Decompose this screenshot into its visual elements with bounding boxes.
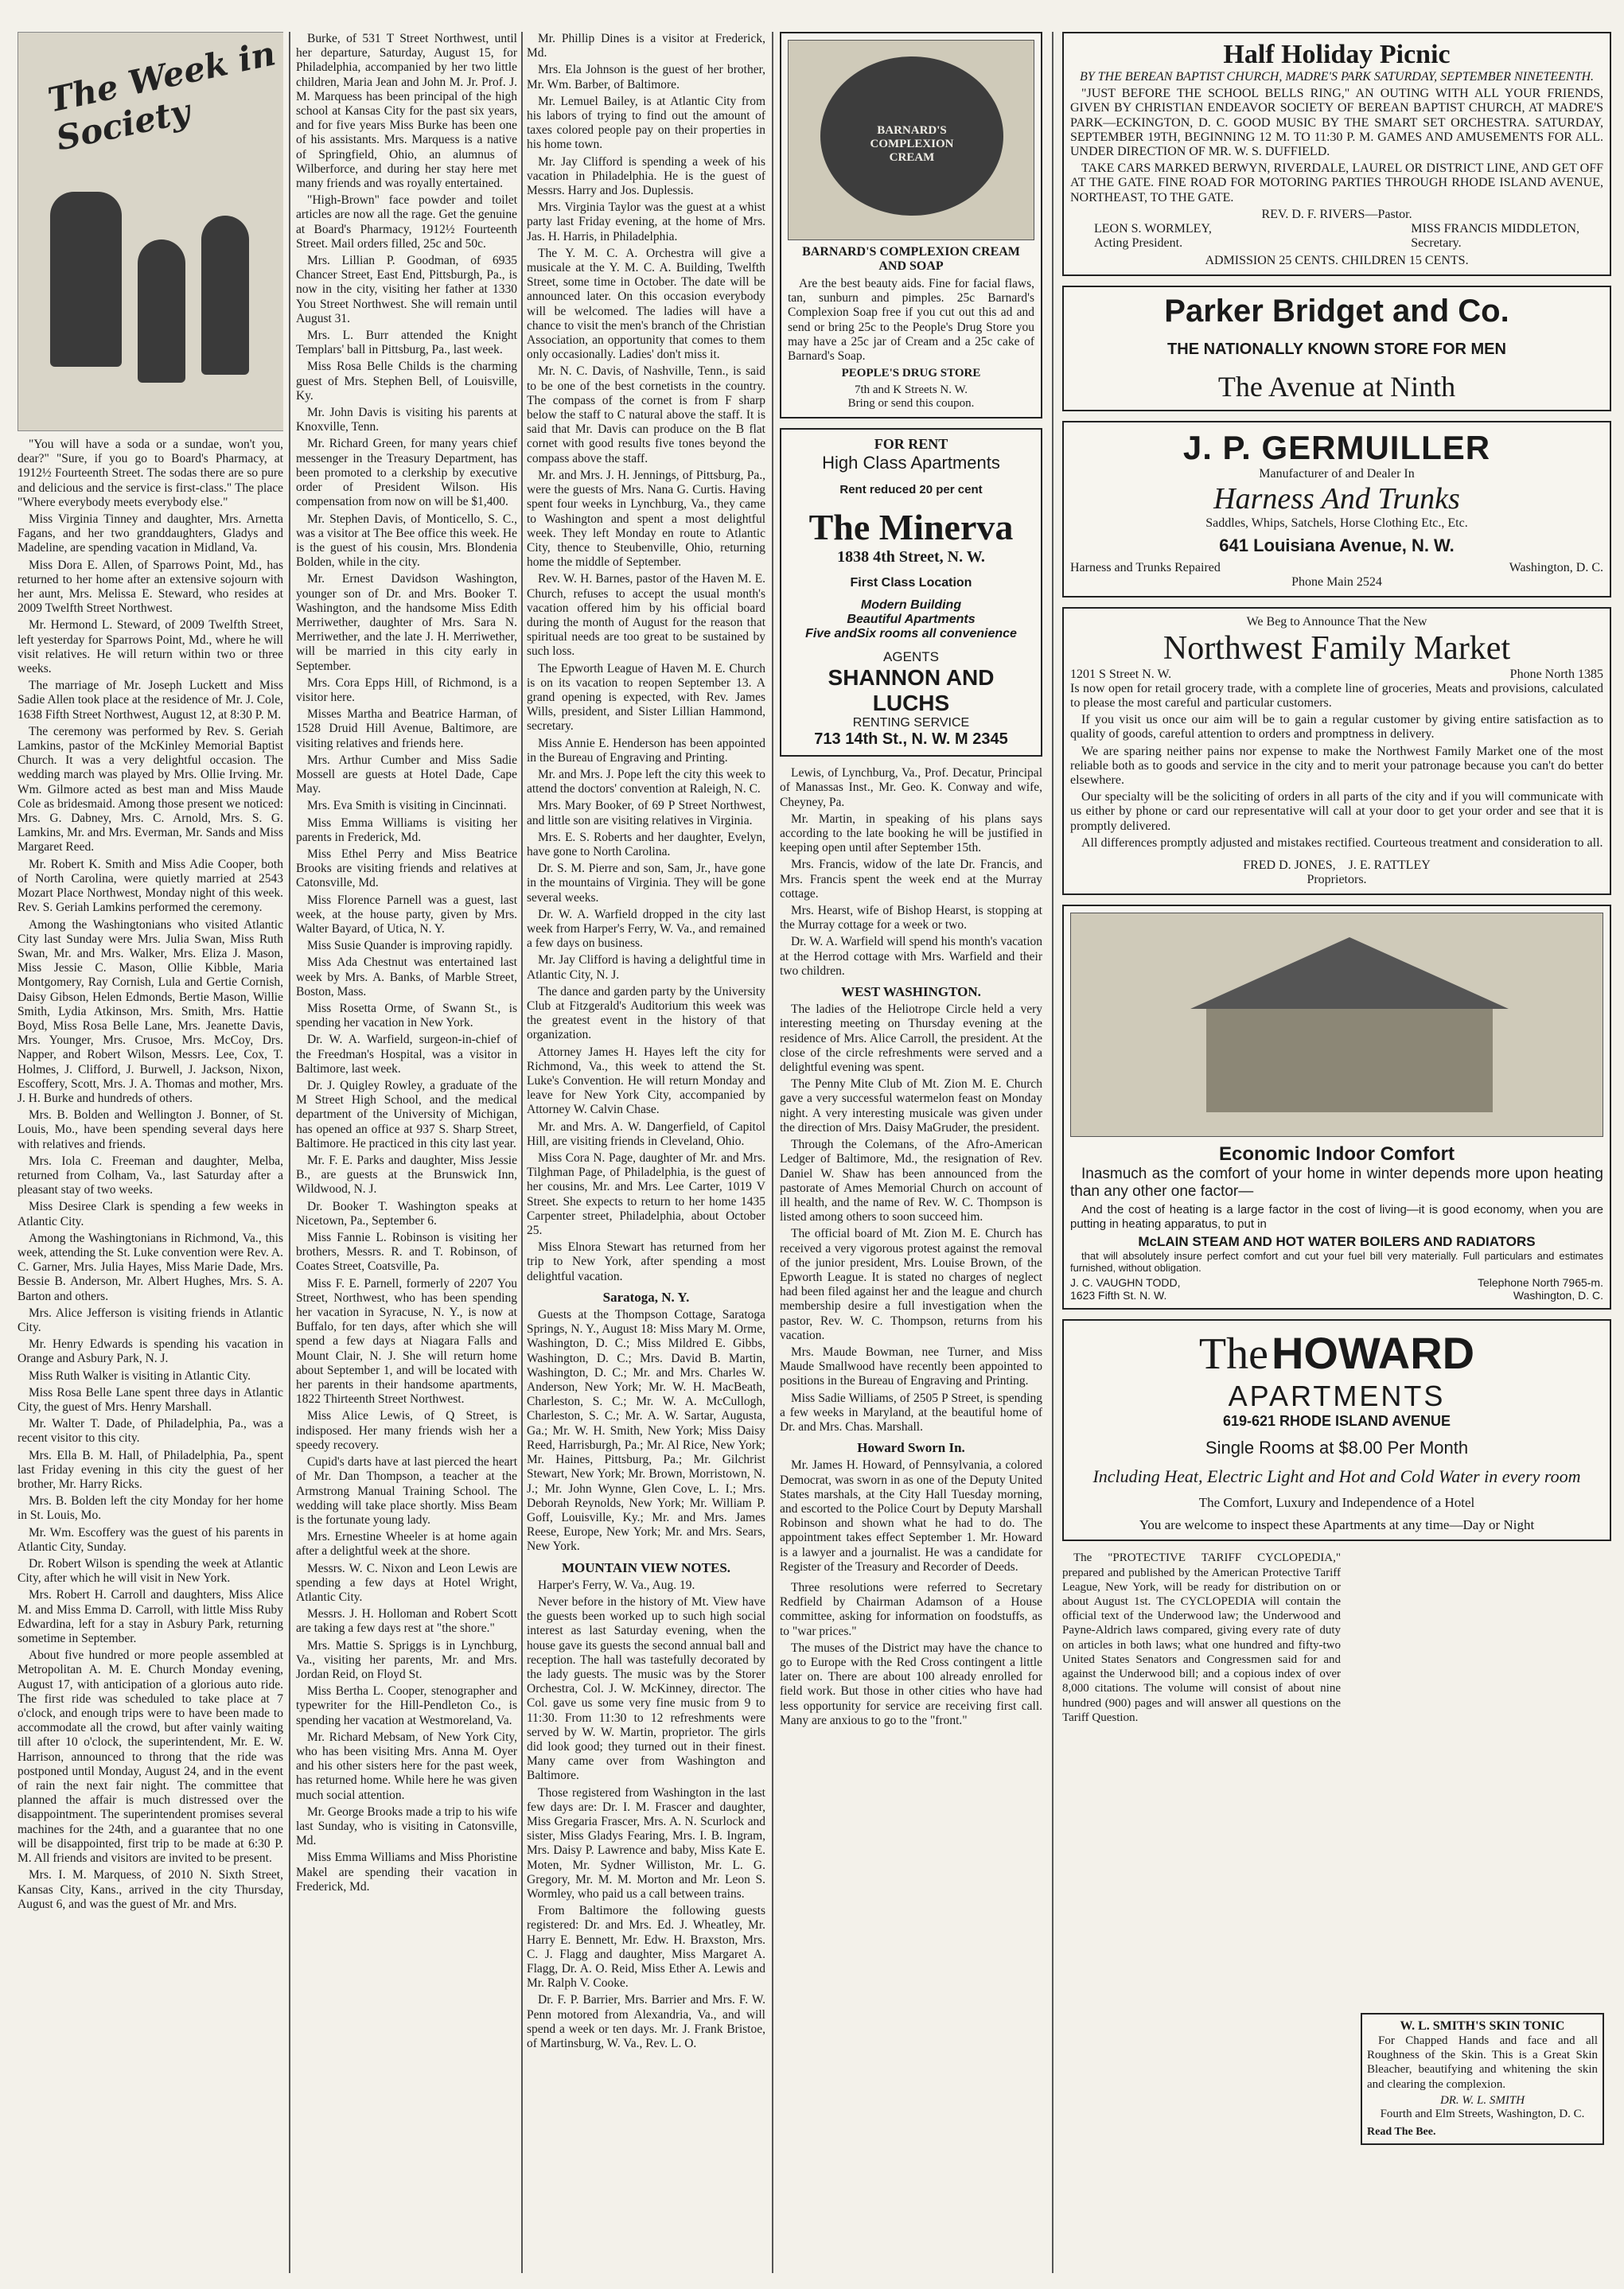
news-paragraph: Dr. W. A. Warfield, surgeon-in-chief of the Freedman's Hospital, was a visitor in Baltimore, last week.: [296, 1033, 517, 1076]
news-paragraph: Miss Ruth Walker is visiting in Atlantic City.: [29, 1368, 251, 1383]
news-paragraph: Miss Ada Chestnut was entertained last week by Mrs. A. Banks, of Marble Street, Boston, Mass.: [296, 956, 517, 999]
news-paragraph: Miss Fannie L. Robinson is visiting her brothers, Messrs. R. and T. Robinson, of Coates Street, Coatsville, Pa.: [296, 1231, 517, 1274]
parker-tagline: THE NATIONALLY KNOWN STORE FOR MEN: [1167, 340, 1506, 358]
howard-including: Including Heat, Electric Light and Hot and Cold Water in every room: [1092, 1466, 1581, 1487]
society-column-text: [296, 32, 517, 1894]
news-paragraph: Mrs. L. Burr attended the Knight Templars' ball in Pittsburg, Pa., last week.: [296, 329, 517, 357]
heating-fine-print: that will absolutely insure perfect comfort and cut your fuel bill very materially. Full particulars and estimates furnished, without obligation.: [1070, 1250, 1603, 1275]
cream-jar-illustration: [788, 40, 1034, 240]
minerva-apartments-ad: [780, 428, 1042, 757]
news-paragraph: The Y. M. C. A. Orchestra will give a musicale at the Y. M. C. A. Building, Twelfth Street, some time in October. The date will be announced later. On this occasion everybody will be welcomed. The ladies will have a chance to visit the men's branch of the Christian Association, an opportunity that comes to them only occasionally. Ladies' don't miss it.: [527, 246, 765, 362]
market-address: 1201 S Street N. W.: [1070, 667, 1172, 681]
tonic-address: Fourth and Elm Streets, Washington, D. C.: [1380, 2107, 1585, 2120]
market-proprietors: [1070, 858, 1603, 873]
column-4: [780, 32, 1042, 2273]
news-paragraph: Miss Bertha L. Cooper, stenographer and typewriter for the Hill-Pendleton Co., is spending her vacation at Westmoreland, Va.: [296, 1684, 517, 1727]
barnards-cream-ad: [780, 32, 1042, 418]
news-paragraph: Mr. Jay Clifford is having a delightful time in Atlantic City, N. J.: [527, 953, 765, 982]
society-masthead-title: The Week in Society: [45, 33, 279, 158]
news-paragraph: Mr. Richard Mebsam, of New York City, who has been visiting Mrs. Anna M. Oyer and his other sisters here for the past week, has returned home. While here he was given much social attention.: [296, 1730, 517, 1802]
society-masthead-illustration: [18, 32, 283, 431]
news-paragraph: Mrs. Iola C. Freeman and daughter, Melba, returned from Colham, Va., last Saturday after a pleasant stay of two weeks.: [18, 1154, 283, 1197]
figure-illustration: [50, 192, 122, 367]
news-paragraph: Dr. Robert Wilson is spending the week at Atlantic City, after which he will visit in New York.: [18, 1557, 283, 1586]
saratoga-text: Guests at the Thompson Cottage, Saratoga Springs, N. Y., August 18: Miss Mary M. Orme, Washington, D. C.; Miss Mildred E. Gibbs, Washington, D. C.; Mrs. David B. Martin, Washington, D. C.; Mr. and Mrs. Charles W. Anderson, New York; Mr. W. H. MacBeath, Charleston, S. C.; Mr. W. A. McCullogh, Charleston, S. C.; Mr. A. W. Sartar, Augusta, Ga.; Mr. W. H. Smith, New York; Miss Daisy Reed, Harrisburgh, Pa.; Mr. Al Rice, New York; Mr. Haines, Pittsburg, Pa.; Mr. Gilchrist Stewart, New York; Mr. Brown, Morristown, N. J.; Mr. John Wynne, Glen Cove, L. I.; Mrs. Deborah Reynolds, New York; Mr. William P. Goff, Louisville, Ky.; Mr. and Mrs. James Reese, Europe, New York; Mr. and Mrs. Sears, New York.: [527, 1308, 765, 1554]
picnic-body: "JUST BEFORE THE SCHOOL BELLS RING," AN OUTING WITH ALL YOUR FRIENDS, GIVEN BY CHRISTIAN ENDEAVOR SOCIETY OF BEREAN BAPTIST CHURCH, AT MADRE'S PARK—ECKINGTON, D. C. GOOD MUSIC BY THE SMART SET ORCHESTRA. SATURDAY, SEPTEMBER 19TH, BEGINNING 12 M. TO 11:30 P. M. GAMES AND AMUSEMENTS FOR ALL. UNDER DIRECTION OF MR. W. S. DUFFIELD.: [1070, 87, 1603, 159]
column-rule: [1052, 32, 1053, 2273]
howard-sworn-heading: Howard Sworn In.: [857, 1440, 965, 1456]
society-column-text: [18, 438, 283, 1912]
news-paragraph: Among the Washingtonians who visited Atlantic City last Sunday were Mrs. Julia Swan, Miss Ruth Swan, Mr. and Mrs. Walker, Mrs. Eliza J. Mason, Miss Jessie C. Mason, Ollie Kibble, Maria Montgomery, Ray Cornish, Lula and Gertie Cornish, Daisy Gibson, Helen Edmonds, Bertie Mason, Willie Smith, Lydia Atkinson, Mrs. Smith, Mrs. Hattie Boyd, Miss Rosa Belle Lane, Mrs. Jeanette Davis, Mrs. Younger, Mrs. Crusoe, Mrs. McCoy, Drs. Napper, and Robert Wilson, Messrs. Lee, Cox, T. Holmes, J. Clifford, J. Burwell, J. Jackson, Nixon, Escoffery, Scott, Mrs. J. A. Thomas and mother, Mrs. J. H. Burke and hundreds of others.: [18, 917, 283, 1105]
coupon-note: Bring or send this coupon.: [847, 397, 975, 411]
germuiller-ad: [1062, 421, 1611, 598]
news-paragraph: Mrs. Robert H. Carroll and daughters, Miss Alice M. and Miss Emma D. Carroll, with little Miss Ruby Edwardina, left for a stay in Asbury Park, returning sometime in September.: [18, 1588, 283, 1646]
news-paragraph: Through the Colemans, of the Afro-American Ledger of Baltimore, Md., the resignation of Rev. Daniel W. Shaw has been announced from the pastorate of Ames Memorial Church on account of ill health, and the name of Rev. W. C. Thompson is listed among others to soon succeed him.: [780, 1138, 1042, 1224]
picnic-subtitle: BY THE BEREAN BAPTIST CHURCH, MADRE'S PARK SATURDAY, SEPTEMBER NINETEENTH.: [1079, 70, 1595, 84]
news-paragraph: Mr. Robert K. Smith and Miss Adie Cooper, both of North Carolina, were quietly married at 2543 Mozart Place Northwest, Monday night of this week. Rev. S. Geriah Lamkins performed the ceremony.: [18, 857, 283, 915]
column-5-ads: [1062, 32, 1611, 2273]
market-p1: Is now open for retail grocery trade, with a complete line of groceries, Meats and provisions, calculated to please the most careful and particular customers.: [1070, 681, 1603, 710]
news-paragraph: Three resolutions were referred to Secretary Redfield by Chairman Adamson of a House committee, asking for information on foodstuffs, as to "war prices.": [780, 1580, 1042, 1638]
news-paragraph: The dance and garden party by the University Club at Fitzgerald's Auditorium this week was the greatest event in the history of that organization.: [527, 984, 765, 1042]
news-paragraph: Mrs. Ernestine Wheeler is at home again after a delightful week at the shore.: [296, 1530, 517, 1559]
column-rule: [521, 32, 523, 2273]
news-paragraph: Miss Ethel Perry and Miss Beatrice Brooks are visiting friends and relatives at Catonsville, Md.: [296, 847, 517, 890]
market-phone: Phone North 1385: [1509, 667, 1603, 681]
news-paragraph: Miss Rosetta Orme, of Swann St., is spending her vacation in New York.: [296, 1002, 517, 1030]
news-paragraph: Those registered from Washington in the last few days are: Dr. I. M. Frascer and daughter, Miss Gregaria Frascer, Mrs. A. N. Scurlock and sister, Miss Gladys Fearing, Mrs. I. B. Ingram, Mrs. Daisy P. Lawrence and baby, Miss Kate E. Moten, Mr. Sydner Williston, Mr. L. G. Gregory, Mr. M. M. Morton and Mr. Leon S. Wormley, who paid us a call between trains.: [527, 1785, 765, 1901]
minerva-subtitle: High Class Apartments: [822, 453, 1000, 473]
saratoga-heading: Saratoga, N. Y.: [602, 1289, 690, 1305]
heating-city: Washington, D. C.: [1513, 1289, 1603, 1302]
proprietor-1: FRED D. JONES,: [1243, 858, 1336, 873]
howard-name: HOWARD: [1271, 1328, 1475, 1379]
renting-service: RENTING SERVICE: [852, 716, 970, 730]
news-paragraph: The muses of the District may have the chance to go to Europe with the Red Cross contingent a little later on. There are about 100 already enrolled for field work. But those in other cities who have had less opportunity for service are receiving first call. Many are anxious to go to the "front.": [780, 1641, 1042, 1727]
news-paragraph: Mr. Henry Edwards is spending his vacation in Orange and Asbury Park, N. J.: [18, 1337, 283, 1366]
figure-illustration: [138, 239, 185, 383]
howard-comfort: The Comfort, Luxury and Independence of a Hotel: [1198, 1495, 1475, 1511]
news-paragraph: Mr. Lemuel Bailey, is at Atlantic City from his labors of trying to find out the amount of taxes colored people pay on their properties in his home town.: [527, 94, 765, 152]
minerva-address: 1838 4th Street, N. W.: [837, 548, 985, 566]
market-address-row: [1070, 668, 1603, 682]
germuiller-repaired: Harness and Trunks Repaired: [1070, 560, 1221, 574]
news-paragraph: Dr. F. P. Barrier, Mrs. Barrier and Mrs. F. W. Penn motored from Alexandria, Va., and will spend a week or ten days. Mr. J. Frank Bristoe, of Martinsburg, W. Va., Rev. L. O.: [527, 1993, 765, 2051]
market-p5: All differences promptly adjusted and mistakes rectified. Courteous treatment and consideration to all.: [1081, 835, 1603, 850]
tonic-body: For Chapped Hands and face and all Roughness of the Skin. This is a Great Skin Bleacher, beautifying and whitening the skin and clearing the complexion.: [1367, 2034, 1598, 2091]
news-paragraph: Miss Desiree Clark is spending a few weeks in Atlantic City.: [18, 1200, 283, 1228]
germuiller-line3: Saddles, Whips, Satchels, Horse Clothing Etc., Etc.: [1205, 516, 1468, 530]
parker-location: The Avenue at Ninth: [1217, 370, 1456, 403]
news-paragraph: Mrs. Ela Johnson is the guest of her brother, Mr. Wm. Barber, of Baltimore.: [527, 63, 765, 91]
howard-rooms: Single Rooms at $8.00 Per Month: [1205, 1438, 1469, 1458]
market-intro: We Beg to Announce That the New: [1246, 614, 1427, 629]
proprietors-label: Proprietors.: [1307, 873, 1367, 887]
northwest-market-ad: [1062, 607, 1611, 895]
house-illustration: [1070, 913, 1603, 1137]
picnic-title: Half Holiday Picnic: [1223, 40, 1451, 69]
picnic-body-2: TAKE CARS MARKED BERWYN, RIVERDALE, LAUREL OR DISTRICT LINE, AND GET OFF AT THE GATE. FINE ROAD FOR MOTORING PARTIES THROUGH RHODE ISLAND AVENUE, NORTHEAST, TO THE GATE.: [1070, 162, 1603, 204]
news-paragraph: Dr. W. A. Warfield dropped in the city last week from Harper's Ferry, W. Va., and remained a few days on business.: [527, 907, 765, 951]
news-paragraph: Mr. Phillip Dines is a visitor at Frederick, Md.: [527, 32, 765, 60]
germuiller-footer: [1070, 561, 1603, 575]
mountain-view-continued: [780, 766, 1042, 979]
heating-title: Economic Indoor Comfort: [1219, 1143, 1455, 1166]
minerva-location: First Class Location: [850, 576, 972, 590]
news-paragraph: Rev. W. H. Barnes, pastor of the Haven M. E. Church, refuses to accept the usual month's vacation offered him by his official board during the month of August for the reason that spiritual needs are too great to be sustained by such loss.: [527, 572, 765, 659]
news-paragraph: Mrs. Cora Epps Hill, of Richmond, is a visitor here.: [296, 675, 517, 704]
news-paragraph: Miss Rosa Belle Lane spent three days in Atlantic City, the guest of Mrs. Henry Marshall.: [18, 1385, 283, 1414]
news-paragraph: Miss Rosa Belle Childs is the charming guest of Mrs. Stephen Bell, of Louisville, Ky.: [296, 360, 517, 403]
news-paragraph: Miss Emma Williams is visiting her parents in Frederick, Md.: [296, 816, 517, 844]
mountain-view-text: [527, 1579, 765, 2052]
news-paragraph: Mr. Ernest Davidson Washington, younger son of Dr. and Mrs. Booker T. Washington, and the handsome Miss Edith Merriwether, daughter of Mrs. Sara N. Merriwether, and the late J. H. Merriwether, will be married in this city early in September.: [296, 572, 517, 673]
column-1: [18, 32, 283, 2273]
news-paragraph: The ceremony was performed by Rev. S. Geriah Lamkins, pastor of the McKinley Memorial Baptist Church. It was a very delightful occasion. The wedding march was played by Mrs. Ollie Irving. Mr. Wm. Gilmore acted as best man and Miss Maude Cole as bridesmaid. Among those present we noticed: Mrs. G. Dabney, Mrs. C. Arnold, Mrs. S. G. Lamkins, Mr. and Mrs. Everman, Mr. Sands and Miss Margaret Reed.: [18, 724, 283, 854]
news-paragraph: Miss Cora N. Page, daughter of Mr. and Mrs. Tilghman Page, of Philadelphia, is the guest of her cousins, Mr. and Mrs. Lee Carter, 1019 V Street. She expects to return to her home 1435 Carpenter street, Philadelphia, about October 25.: [527, 1151, 765, 1238]
news-paragraph: The Epworth League of Haven M. E. Church is on its vacation to reopen September 13. A grand opening is expected, with Rev. James Wills, president, and Sister Lillian Hammond, secretary.: [527, 661, 765, 734]
news-paragraph: Mrs. B. Bolden left the city Monday for her home in St. Louis, Mo.: [18, 1494, 283, 1523]
howard-welcome: You are welcome to inspect these Apartments at any time—Day or Night: [1139, 1517, 1535, 1533]
news-paragraph: The ladies of the Heliotrope Circle held a very interesting meeting on Thursday evening at the residence of Mrs. Alice Carroll, the president. At the close of the circle refreshments were served and a delightful evening was spent.: [780, 1002, 1042, 1075]
heating-dealer: J. C. VAUGHN TODD,: [1070, 1276, 1181, 1290]
agent-address: 713 14th St., N. W. M 2345: [814, 730, 1008, 749]
news-paragraph: "You will have a soda or a sundae, won't you, dear?" "Sure, if you go to Board's Pharmacy, at 1912½ Fourteenth Street. The sodas there are so pure and delicious and the service is first-class." The place "Where everybody meets everybody else.": [18, 438, 283, 509]
news-paragraph: Mrs. Lillian P. Goodman, of 6935 Chancer Street, East End, Pittsburgh, Pa., is now in the city, visiting her father at 1330 You Street Northwest. She will remain until August 31.: [296, 254, 517, 325]
column-3: [527, 32, 765, 2273]
news-paragraph: Dr. J. Quigley Rowley, a graduate of the M Street High School, and the medical department of the University of Michigan, has opened an office at 937 S. Sharp Street, Baltimore. He practiced in this city last year.: [296, 1079, 517, 1150]
heating-phone: Telephone North 7965-m.: [1478, 1276, 1603, 1290]
news-paragraph: Mr. F. E. Parks and daughter, Miss Jessie B., are guests at the Brunswick Inn, Wildwood, N. J.: [296, 1154, 517, 1197]
news-paragraph: Mrs. Virginia Taylor was the guest at a whist party last Friday evening, at the home of Mrs. Jas. H. Harris, in Philadelphia.: [527, 200, 765, 243]
news-paragraph: Burke, of 531 T Street Northwest, until her departure, Saturday, August 15, for Philadelphia, accompanied by her two little children, Maria Jean and John M. Jr. Prof. J. M. Marquess has been principal of the high school at Kansas City for the past six years, and for five years Miss Burke has been one of his assistants. Mrs. Marquess is a native of Springfield, Ohio, an alumnus of Wilberforce, and during her stay here met many friends and was royally entertained.: [296, 32, 517, 191]
news-paragraph: Among the Washingtonians in Richmond, Va., this week, attending the St. Luke convention were Rev. A. C. Garner, Mrs. Julia Hayes, Miss Marie Dade, Mrs. Bessie B. Anderson, Mr. Albert Hughes, Mrs. S. A. Barton and others.: [18, 1231, 283, 1303]
howard-address: 619-621 RHODE ISLAND AVENUE: [1222, 1413, 1451, 1430]
germuiller-city: Washington, D. C.: [1509, 560, 1603, 574]
minerva-name: The Minerva: [808, 507, 1014, 548]
news-paragraph: Mr. Stephen Davis, of Monticello, S. C., was a visitor at The Bee office this week. He is the guest of his cousin, Mrs. Blondenia Bolden, while in the city.: [296, 512, 517, 570]
news-paragraph: Dr. W. A. Warfield will spend his month's vacation at the Herrod cottage with Mrs. Warfield and their two children.: [780, 935, 1042, 978]
column-rule: [772, 32, 773, 2273]
news-paragraph: From Baltimore the following guests registered: Dr. and Mrs. Ed. J. Wheatley, Mr. Harry E. Bennett, Mr. Edw. H. Braxston, Mrs. C. J. Flagg and daughter, Miss Margaret A. Flagg, Dr. A. O. Reid, Miss Ether A. Lewis and Mr. Ralph V. Cooke.: [527, 1904, 765, 1991]
heating-body-2: And the cost of heating is a large factor in the cost of living—it is good economy, when you are putting in heating apparatus, to put in: [1070, 1203, 1603, 1232]
news-paragraph: Mrs. Mattie S. Spriggs is in Lynchburg, Va., visiting her parents, Mr. and Mrs. Jordan Reid, on Floyd St.: [296, 1638, 517, 1681]
news-paragraph: Miss Susie Quander is improving rapidly.: [307, 939, 513, 953]
howard-apartments-ad: [1062, 1319, 1611, 1541]
picnic-ad: [1062, 32, 1611, 276]
howard-the: The: [1198, 1329, 1268, 1380]
mountain-view-heading: MOUNTAIN VIEW NOTES.: [561, 1559, 731, 1575]
news-paragraph: Never before in the history of Mt. View have the guests been worked up to such high social interest as last Saturday evening, when the house gave its guests the second annual ball and reception. The hall was tastefully decorated by the lady guests. The music was by the Storer Orchestra, Col. J. W. McKinney, director. The Col. gave us some very fine music from 9 to 11:30. From 11:30 to 12 refreshments were served by W. W. Martin, proprietor. The girls did look good; they turned out in their finest. Many came over from Washington and Baltimore.: [527, 1594, 765, 1783]
cream-ad-title: BARNARD'S COMPLEXION CREAM AND SOAP: [802, 245, 1020, 273]
parker-bridget-ad: [1062, 286, 1611, 411]
west-washington-text: [780, 1002, 1042, 1435]
officer-right-title: Secretary.: [1411, 236, 1462, 250]
heating-body: Inasmuch as the comfort of your home in winter depends more upon heating than any other one factor—: [1070, 1166, 1603, 1201]
minerva-rooms: Five andSix rooms all convenience: [805, 627, 1017, 641]
cream-ad-body: Are the best beauty aids. Fine for facial flaws, tan, sunburn and pimples. 25c Barnard's Complexion Soap free if you cut out this ad and send or bring 25c to the People's Drug Store you may have a 25c jar of Cream and a 25c cake of Barnard's Soap.: [788, 277, 1034, 364]
howard-sworn-text: Mr. James H. Howard, of Pennsylvania, a colored Democrat, was sworn in as one of the Deputy United States marshals, at the City Hall Tuesday morning, and escorted to the Police Court by Deputy Marshall Robinson and shown what he had to do. The appointment takes effect September 1. Mr. Howard is a lawyer and a journalist. He was a candidate for Register of the Treasury and Recorder of Deeds.: [780, 1458, 1042, 1574]
for-rent-label: FOR RENT: [874, 436, 948, 453]
officer-left-title: Acting President.: [1094, 236, 1183, 250]
news-paragraph: Mr. Richard Green, for many years chief messenger in the Treasury Department, has been promoted to a clerkship by executive order of President Wilson. His compensation from now on will be $1,400.: [296, 437, 517, 509]
heating-ad: [1062, 905, 1611, 1310]
germuiller-name: J. P. GERMUILLER: [1182, 428, 1491, 466]
news-paragraph: Mr. John Davis is visiting his parents at Knoxville, Tenn.: [296, 406, 517, 434]
news-paragraph: Miss Elnora Stewart has returned from her trip to New York, after spending a most delightful vacation.: [527, 1240, 765, 1283]
heating-product: McLAIN STEAM AND HOT WATER BOILERS AND RADIATORS: [1138, 1234, 1536, 1250]
tariff-cyclopedia-text: The "PROTECTIVE TARIFF CYCLOPEDIA," prepared and published by the American Protective Tariff League, New York, will be ready for distribution on or about August 1st. The CYCLOPEDIA will contain the official text of the Underwood law; the Underwood and Payne-Aldrich laws compared, giving every rate of duty on articles in both laws; what one hundred and fifty-two United States Senators and Congressmen said for and against the Underwood bill; and a copious index of over 8,000 citations. The volume will consist of about nine hundred (900) pages and will answer all questions on the Tariff Question.: [1062, 1551, 1341, 1724]
germuiller-line2: Harness And Trunks: [1213, 481, 1460, 516]
news-paragraph: Mrs. Mary Booker, of 69 P Street Northwest, and little son are visiting relatives in Virginia.: [527, 799, 765, 827]
news-paragraph: Mrs. I. M. Marquess, of 2010 N. Sixth Street, Kansas City, Kans., arrived in the city Thursday, August 6, and was the guest of Mr. and Mrs.: [18, 1868, 283, 1911]
heating-dealer-address: 1623 Fifth St. N. W.: [1070, 1289, 1167, 1302]
news-paragraph: The Penny Mite Club of Mt. Zion M. E. Church gave a very successful watermelon feast on Monday night. A very interesting musicale was given under the direction of Mrs. Daisy MaGruder, the president.: [780, 1077, 1042, 1135]
picnic-pastor: REV. D. F. RIVERS—Pastor.: [1261, 207, 1412, 221]
agent-name: SHANNON AND LUCHS: [828, 665, 995, 716]
news-paragraph: Mr. Martin, in speaking of his plans says according to the late booking he will be justified in keeping open until after September 15th.: [780, 812, 1042, 855]
market-name: Northwest Family Market: [1163, 629, 1511, 667]
west-washington-heading: WEST WASHINGTON.: [841, 984, 981, 1000]
news-paragraph: Mrs. Francis, widow of the late Dr. Francis, and Mrs. Francis spent the week end at the Murray cottage.: [780, 858, 1042, 901]
minerva-building: Modern Building: [860, 598, 962, 613]
news-paragraph: Mrs. B. Bolden and Wellington J. Bonner, of St. Louis, Mo., have been spending several days here with relatives and friends.: [18, 1108, 283, 1151]
news-paragraph: Mr. Walter T. Dade, of Philadelphia, Pa., was a recent visitor to this city.: [18, 1417, 283, 1446]
heating-dealer-row: [1070, 1276, 1603, 1289]
news-items: [780, 1581, 1042, 1728]
news-paragraph: Harper's Ferry, W. Va., Aug. 19.: [538, 1578, 695, 1592]
news-paragraph: Messrs. W. C. Nixon and Leon Lewis are spending a few days at Hotel Wright, Atlantic City.: [296, 1561, 517, 1604]
drug-store-name: PEOPLE'S DRUG STORE: [841, 367, 981, 380]
picnic-admission: ADMISSION 25 CENTS. CHILDREN 15 CENTS.: [1205, 253, 1469, 267]
news-paragraph: Mrs. Alice Jefferson is visiting friends in Atlantic City.: [18, 1306, 283, 1334]
rent-reduced: Rent reduced 20 per cent: [839, 483, 983, 497]
news-paragraph: "High-Brown" face powder and toilet articles are now all the rage. Get the genuine at Board's Pharmacy, 1912½ Fourteenth Street. Mail orders filled, 25c and 50c.: [296, 193, 517, 251]
market-p3: We are sparing neither pains nor expense to make the Northwest Family Market one of the most reliable both as to goods and service in the city and to merit your patronage because you can't do better elsewhere.: [1070, 744, 1603, 788]
market-p4: Our specialty will be the soliciting of orders in all parts of the city and if you will communicate with us either by phone or card our representative will call at your door to get your order and see that it is promptly delivered.: [1070, 790, 1603, 833]
news-paragraph: Miss Sadie Williams, of 2505 P Street, is spending a few weeks in Maryland, at the beautiful home of Dr. and Mrs. Chas. Marshall.: [780, 1391, 1042, 1434]
heating-address-row: [1070, 1289, 1603, 1302]
market-p2: If you visit us once our aim will be to gain a regular customer by giving entire satisfaction as to quality of goods, careful attention to orders and promptness in delivery.: [1070, 713, 1603, 742]
news-paragraph: Dr. S. M. Pierre and son, Sam, Jr., have gone in the mountains of Virginia. They will be gone several weeks.: [527, 862, 765, 905]
agents-label: AGENTS: [883, 649, 939, 665]
jar-label: BARNARD'S COMPLEXION CREAM: [870, 124, 954, 164]
news-paragraph: Mrs. Eva Smith is visiting in Cincinnati.: [307, 799, 507, 813]
germuiller-line1: Manufacturer of and Dealer In: [1259, 466, 1415, 481]
news-paragraph: Miss F. E. Parnell, formerly of 2207 You Street, Northwest, who has been spending her vacation in Syracuse, N. Y., is now at Buffalo, for ten days, after which she will spend a few days at Niagara Falls and Mount Clair, N. J. She will return home about September 1, and will be located with her parents in their handsome apartments, 1822 Thirteenth Street Northwest.: [296, 1276, 517, 1407]
news-paragraph: Mr. George Brooks made a trip to his wife last Sunday, who is visiting in Catonsville, Md.: [296, 1804, 517, 1848]
tonic-maker: DR. W. L. SMITH: [1439, 2093, 1525, 2107]
news-paragraph: Attorney James H. Hayes left the city for Richmond, Va., this week to attend the St. Luke's Convention. He will return Monday and leave for New York City, accompanied by Attorney W. Calvin Chase.: [527, 1045, 765, 1117]
society-column-text: [527, 32, 765, 1284]
news-paragraph: Mrs. E. S. Roberts and her daughter, Evelyn, have gone to North Carolina.: [527, 830, 765, 858]
news-paragraph: Messrs. J. H. Holloman and Robert Scott are taking a few days rest at "the shore.": [296, 1607, 517, 1636]
germuiller-phone: Phone Main 2524: [1291, 574, 1382, 589]
officer-left: LEON S. WORMLEY,: [1094, 221, 1212, 236]
news-paragraph: About five hundred or more people assembled at Metropolitan A. M. E. Church Monday evening, August 17, with anticipation of a glorious auto ride. The first ride was scheduled to take place at 7 o'clock, and enough trips were to have been made to accommodate all the crowd, but after vainly waiting till after 10 o'clock, the superintendent, Mr. E. W. Harrison, announced to throng that the ride was postponed until Monday, August 24, and in the event of rain the next fair night. The committee that planned the affair is much distressed over the disappointment. The superintendent promises several machines for the 24th, and a guarantee that no one will be disappointed, first trip to be made at 6:30 P. M. All friends and visitors are invited to be present.: [18, 1649, 283, 1866]
howard-title: [1070, 1327, 1603, 1380]
news-paragraph: Miss Florence Parnell was a guest, last week, at the house party, given by Mrs. Walter Bayard, of Utica, N. Y.: [296, 893, 517, 936]
figure-illustration: [201, 216, 249, 375]
tonic-title: W. L. SMITH'S SKIN TONIC: [1400, 2019, 1565, 2033]
news-paragraph: Miss Annie E. Henderson has been appointed in the Bureau of Engraving and Printing.: [527, 736, 765, 765]
news-paragraph: Mrs. Maude Bowman, nee Turner, and Miss Maude Smallwood have recently been appointed to positions in the Bureau of Engraving and Printing.: [780, 1345, 1042, 1388]
column-rule: [289, 32, 290, 2273]
news-paragraph: Miss Emma Williams and Miss Phoristine Makel are spending their vacation in Frederick, Md.: [296, 1851, 517, 1894]
news-paragraph: Mr. Wm. Escoffery was the guest of his parents in Atlantic City, Sunday.: [18, 1525, 283, 1554]
news-paragraph: Miss Alice Lewis, of Q Street, is indisposed. Her many friends wish her a speedy recovery.: [296, 1409, 517, 1452]
tonic-footer: Read The Bee.: [1367, 2125, 1436, 2138]
skin-tonic-ad: [1361, 2013, 1604, 2145]
minerva-beautiful: Beautiful Apartments: [847, 613, 976, 627]
drug-store-address: 7th and K Streets N. W.: [854, 383, 968, 397]
news-paragraph: Mr. and Mrs. J. H. Jennings, of Pittsburg, Pa., were the guests of Mrs. Nana G. Curtis. Having spent four weeks in Lynchburg, Va., they came to Washington and spent a most delightful week. They left Monday en route to Atlantic City, thence to Steubenville, Ohio, returning home the middle of September.: [527, 468, 765, 570]
news-paragraph: Mr. and Mrs. A. W. Dangerfield, of Capitol Hill, are visiting friends in Cleveland, Ohio.: [527, 1119, 765, 1148]
news-paragraph: Dr. Booker T. Washington speaks at Nicetown, Pa., September 6.: [296, 1199, 517, 1228]
news-paragraph: Mrs. Arthur Cumber and Miss Sadie Mossell are guests at Hotel Dade, Cape May.: [296, 753, 517, 796]
news-paragraph: Cupid's darts have at last pierced the heart of Mr. Dan Thompson, a teacher at the Armstrong Manual Training School. The wedding will take place shortly. Miss Beam is the fortunate young lady.: [296, 1455, 517, 1527]
picnic-officers: [1070, 222, 1603, 251]
news-paragraph: Mr. Jay Clifford is spending a week of his vacation in Philadelphia. He is the guest of Messrs. Harry and Jos. Duplessis.: [527, 154, 765, 198]
news-paragraph: Misses Martha and Beatrice Harman, of 1528 Druid Hill Avenue, Baltimore, are visiting relatives and friends here.: [296, 707, 517, 750]
officer-right: MISS FRANCIS MIDDLETON,: [1411, 221, 1579, 236]
news-paragraph: Mr. Hermond L. Steward, of 2009 Twelfth Street, left yesterday for Sparrows Point, Md., where he will visit relatives. He will return within two or three weeks.: [18, 618, 283, 676]
news-paragraph: Mr. N. C. Davis, of Nashville, Tenn., is said to be one of the best cornetists in the country. The compass of the cornet is from F sharp below the staff to C natural above the staff. It is said that Mr. Davis can produce on the B flat cornet with good results five tones beyond the compass above the staff.: [527, 364, 765, 465]
news-paragraph: Mrs. Hearst, wife of Bishop Hearst, is stopping at the Murray cottage for a week or two.: [780, 904, 1042, 932]
howard-apartments: APARTMENTS: [1228, 1380, 1446, 1413]
parker-name: Parker Bridget and Co.: [1164, 293, 1509, 329]
germuiller-address: 641 Louisiana Avenue, N. W.: [1219, 535, 1455, 555]
news-paragraph: Miss Dora E. Allen, of Sparrows Point, Md., has returned to her home after an extensive sojourn with her aunt, Mrs. Melissa E. Steward, who resides at 2009 Twelfth Street Northwest.: [18, 558, 283, 616]
news-paragraph: Mrs. Ella B. M. Hall, of Philadelphia, Pa., spent last Friday evening in this city the guest of her brother, Mr. Harry Ricks.: [18, 1448, 283, 1492]
news-paragraph: Mr. and Mrs. J. Pope left the city this week to attend the doctors' convention at Raleigh, N. C.: [527, 767, 765, 796]
news-paragraph: The official board of Mt. Zion M. E. Church has received a very vigorous protest against the removal of the junior president, Mrs. Louise Brown, of the Epworth League. It is stated no charges of neglect had been filed against her and the league and church membership desire a full investigation when the pastor, Rev. W. C. Thompson, returns from his vacation.: [780, 1227, 1042, 1342]
column-2: [296, 32, 517, 2273]
news-paragraph: Lewis, of Lynchburg, Va., Prof. Decatur, Principal of Manassas Inst., Mr. Geo. K. Conway and wife, Cheyney, Pa.: [780, 766, 1042, 809]
news-paragraph: Miss Virginia Tinney and daughter, Mrs. Arnetta Fagans, and her two granddaughters, Gladys and Madeline, are spending vacation in Midland, Va.: [18, 512, 283, 555]
news-paragraph: The marriage of Mr. Joseph Luckett and Miss Sadie Allen took place at the residence of Mr. J. Cole, 1638 Fifth Street Northwest, August 12, at 8:30 P. M.: [18, 679, 283, 722]
proprietor-2: J. E. RATTLEY: [1348, 858, 1431, 873]
